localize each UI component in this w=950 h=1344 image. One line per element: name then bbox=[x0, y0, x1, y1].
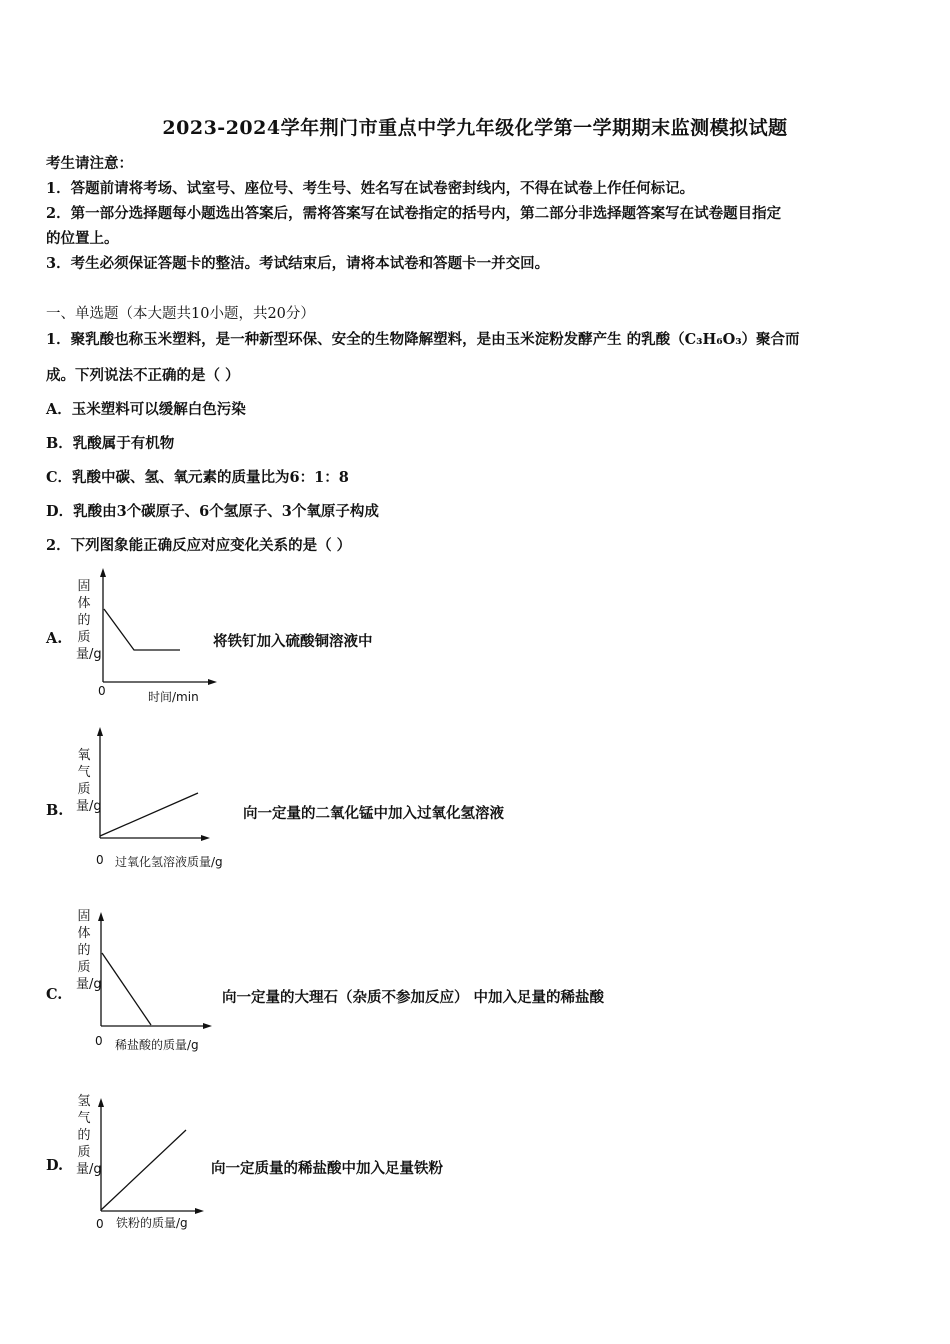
graph-c-ylabel: 固体的质量/g bbox=[76, 909, 102, 992]
section-heading: 一、单选题（本大题共10小题，共20分） bbox=[46, 306, 315, 322]
notice-item: 3．考生必须保证答题卡的整洁。考试结束后，请将本试卷和答题卡一并交回。 bbox=[46, 255, 550, 272]
q1-option-b: B．乳酸属于有机物 bbox=[46, 435, 175, 452]
q2-option-a-letter: A. bbox=[46, 630, 63, 647]
graph-d-ylabel: 氢气的质量/g bbox=[76, 1094, 102, 1177]
graph-c-origin: 0 bbox=[95, 1034, 103, 1048]
graph-d-origin: 0 bbox=[96, 1217, 104, 1231]
notice-item: 1．答题前请将考场、试室号、座位号、考生号、姓名写在试卷密封线内，不得在试卷上作任何标记。 bbox=[46, 180, 695, 197]
q2-option-d-letter: D. bbox=[46, 1157, 64, 1174]
q1-stem-line1: 1．聚乳酸也称玉米塑料，是一种新型环保、安全的生物降解塑料，是由玉米淀粉发酵产生 的乳酸（C₃H₆O₃）聚合而 bbox=[46, 331, 800, 348]
graph-c-description: 向一定量的大理石（杂质不参加反应） 中加入足量的稀盐酸 bbox=[222, 989, 605, 1006]
graph-d-description: 向一定质量的稀盐酸中加入足量铁粉 bbox=[211, 1160, 443, 1177]
notice-item: 的位置上。 bbox=[46, 230, 119, 247]
graph-b-description: 向一定量的二氧化锰中加入过氧化氢溶液 bbox=[243, 805, 504, 822]
q1-option-a: A．玉米塑料可以缓解白色污染 bbox=[46, 401, 246, 418]
graph-a-ylabel: 固体的质量/g bbox=[76, 579, 102, 662]
notice-heading: 考生请注意： bbox=[46, 155, 133, 172]
graph-d-xlabel: 铁粉的质量/g bbox=[116, 1216, 188, 1230]
graph-b-xlabel: 过氧化氢溶液质量/g bbox=[115, 855, 223, 869]
graph-c-xlabel: 稀盐酸的质量/g bbox=[115, 1038, 199, 1052]
q1-option-c: C．乳酸中碳、氢、氧元素的质量比为6：1：8 bbox=[46, 469, 349, 486]
q2-option-b-letter: B. bbox=[46, 802, 64, 819]
graph-b-ylabel: 氧气质量/g bbox=[76, 748, 102, 814]
page-title: 2023-2024学年荆门市重点中学九年级化学第一学期期末监测模拟试题 bbox=[162, 117, 788, 139]
graph-a-xlabel: 时间/min bbox=[148, 690, 199, 704]
graph-a-origin: 0 bbox=[98, 684, 106, 698]
graph-b-origin: 0 bbox=[96, 853, 104, 867]
q1-stem-line2: 成。下列说法不正确的是（ ） bbox=[46, 367, 240, 384]
q1-option-d: D．乳酸由3个碳原子、6个氢原子、3个氧原子构成 bbox=[46, 503, 379, 520]
q2-stem: 2．下列图象能正确反应对应变化关系的是（ ） bbox=[46, 537, 352, 554]
notice-item: 2．第一部分选择题每小题选出答案后，需将答案写在试卷指定的括号内，第二部分非选择题答案写在试卷题目指定 bbox=[46, 205, 782, 222]
graph-a-description: 将铁钉加入硫酸铜溶液中 bbox=[213, 633, 373, 650]
q2-option-c-letter: C. bbox=[46, 986, 63, 1003]
